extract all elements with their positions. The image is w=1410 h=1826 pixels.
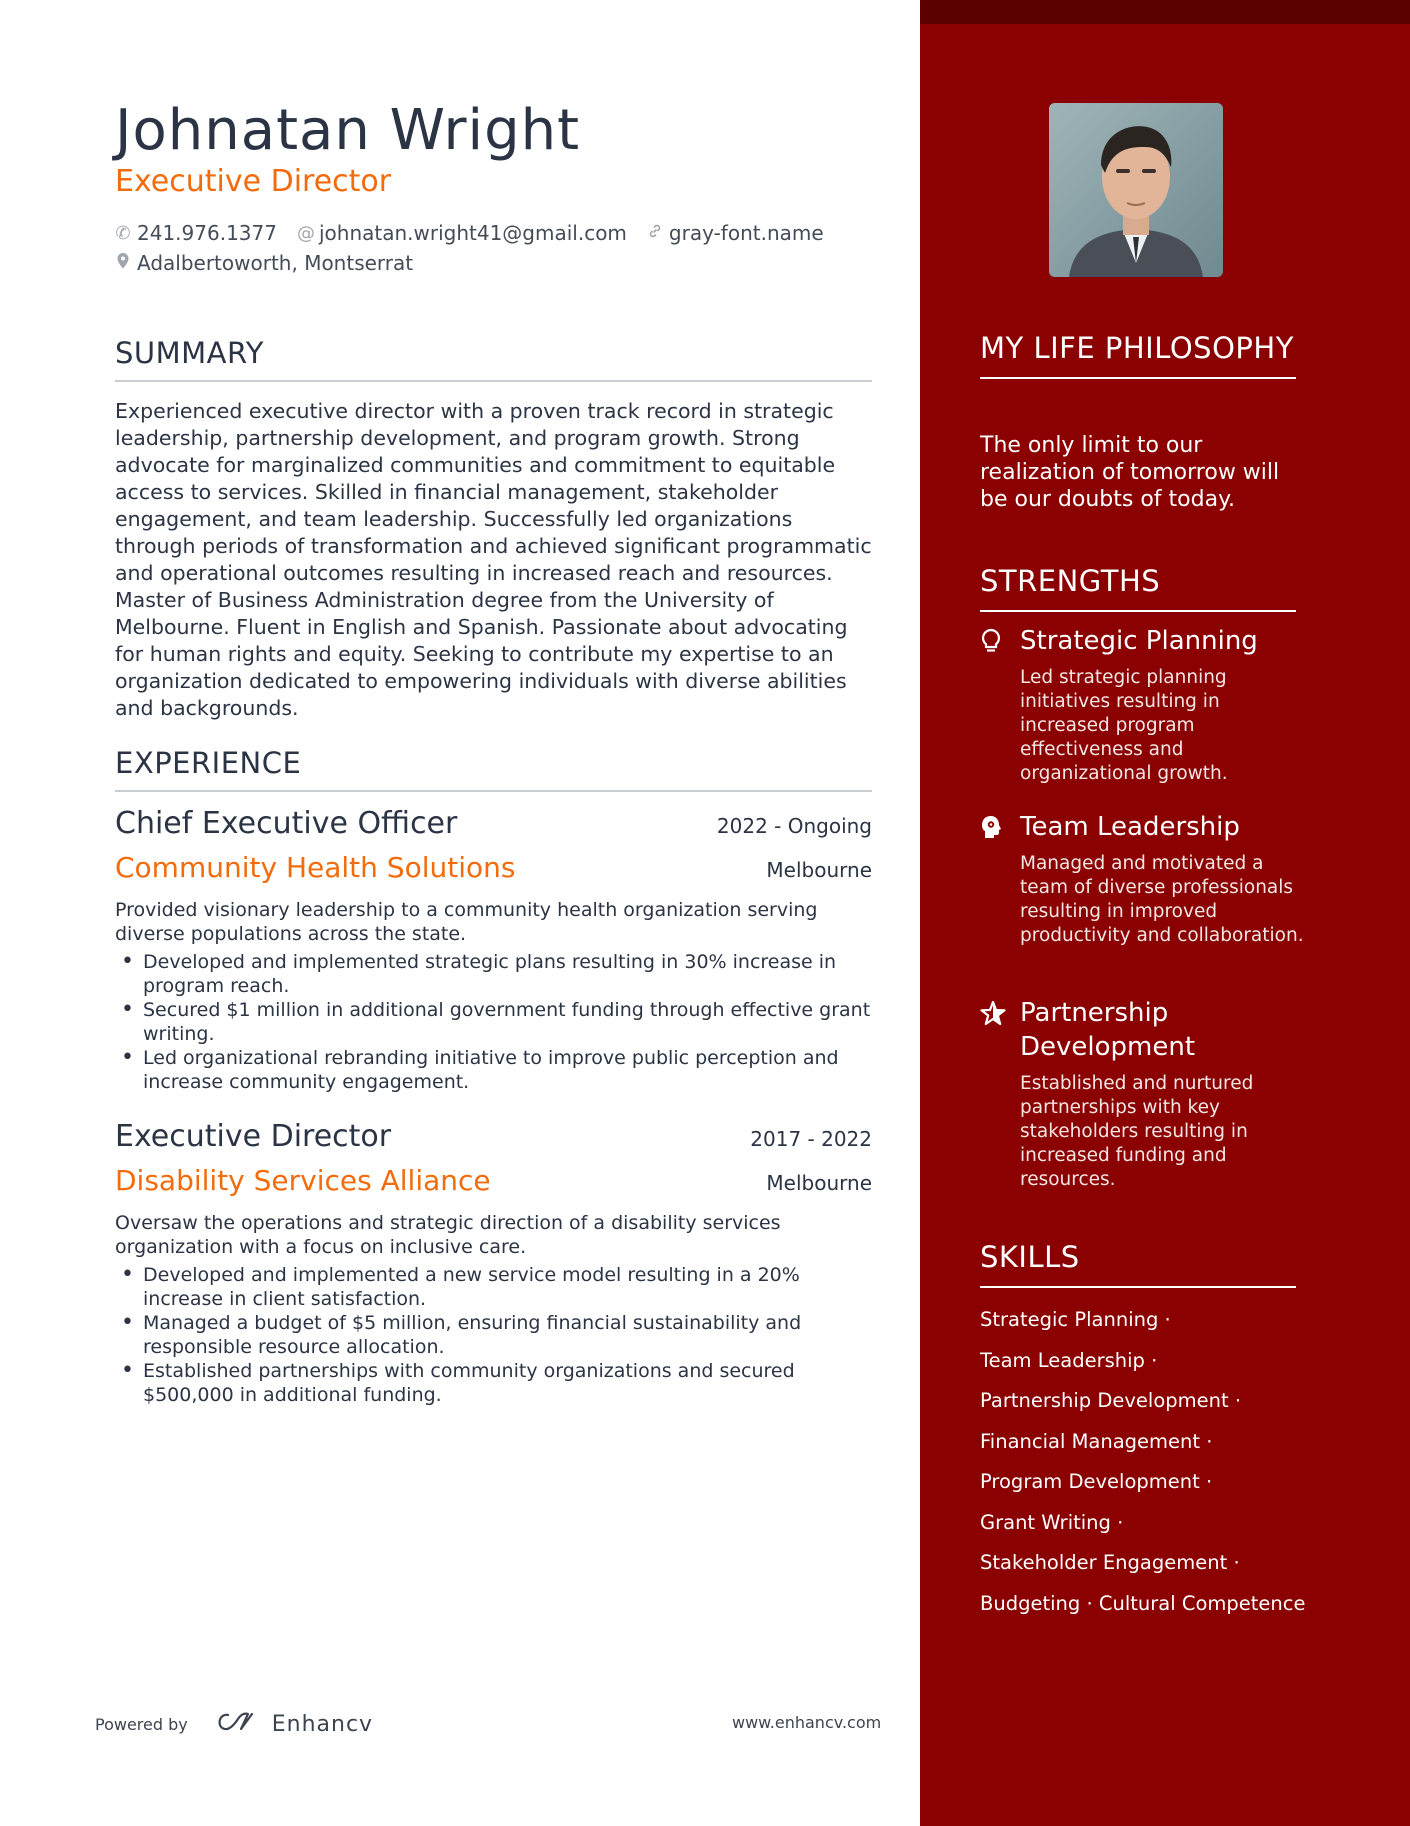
phone-icon: ✆: [115, 222, 131, 244]
head-gear-icon: [980, 810, 1020, 844]
achievement-item: [115, 998, 872, 1046]
job-location: Melbourne: [766, 858, 872, 882]
skill-item: Partnership Development ·: [980, 1389, 1242, 1412]
location-pin-icon: [115, 252, 131, 275]
achievement-text: Secured $1 million in additional government funding through effective grant writing.: [143, 999, 871, 1045]
strengths-heading: STRENGTHS: [980, 563, 1296, 612]
achievement-item: [115, 1311, 872, 1359]
bullet-icon: •: [121, 1262, 134, 1287]
job-description: Provided visionary leadership to a community health organization serving diverse populations across the state.: [115, 899, 818, 945]
bullet-icon: •: [121, 997, 134, 1022]
job-company: Community Health Solutions: [115, 851, 516, 884]
job-company: Disability Services Alliance: [115, 1164, 491, 1197]
job-location: Melbourne: [766, 1171, 872, 1195]
strength-item: [980, 624, 1310, 786]
job-dates: 2022 - Ongoing: [716, 814, 872, 838]
candidate-role: Executive Director: [115, 164, 392, 199]
skill-item: Grant Writing ·: [980, 1510, 1124, 1534]
skill-item: Program Development ·: [980, 1470, 1213, 1493]
website-text: gray-font.name: [668, 221, 824, 245]
experience-entry: [115, 806, 872, 1094]
achievement-item: [115, 1263, 872, 1311]
candidate-name: Johnatan Wright: [115, 98, 581, 163]
experience-entry: [115, 1119, 872, 1407]
job-achievements: [115, 950, 872, 1094]
achievement-item: [115, 950, 872, 998]
skill-item: Stakeholder Engagement ·: [980, 1551, 1240, 1574]
skill-item: Budgeting · Cultural Competence: [980, 1591, 1306, 1615]
strength-title: Team Leadership: [1020, 812, 1240, 842]
strength-description: Established and nurtured partnerships with key stakeholders resulting in increased funding and resources.: [1020, 1073, 1254, 1190]
job-title: Executive Director: [115, 1119, 392, 1154]
achievement-text: Established partnerships with community organizations and secured $500,000 in additional funding.: [143, 1360, 795, 1406]
location-text: Adalbertoworth, Montserrat: [137, 251, 414, 275]
profile-photo: [1049, 103, 1223, 277]
skills-heading: SKILLS: [980, 1239, 1296, 1288]
website-contact[interactable]: [647, 221, 824, 245]
job-description: Oversaw the operations and strategic direction of a disability services organization with a focus on inclusive care.: [115, 1212, 781, 1258]
skill-item: Team Leadership ·: [980, 1348, 1158, 1372]
bullet-icon: •: [121, 949, 134, 974]
skill-item: Strategic Planning ·: [980, 1308, 1171, 1331]
email-text: johnatan.wright41@gmail.com: [318, 221, 627, 245]
footer-website[interactable]: www.enhancv.com: [732, 1713, 882, 1732]
achievement-text: Managed a budget of $5 million, ensuring financial sustainability and responsible resource allocation.: [143, 1312, 802, 1358]
sidebar: [920, 0, 1410, 1826]
job-achievements: [115, 1263, 872, 1407]
link-icon: [647, 223, 663, 244]
strength-title: Partnership Development: [1020, 998, 1196, 1062]
strength-description: Led strategic planning initiatives resulting in increased program effectiveness and organizational growth.: [1020, 667, 1228, 784]
enhancv-logo-icon: [214, 1710, 262, 1738]
achievement-item: [115, 1046, 872, 1094]
strength-item: [980, 810, 1310, 948]
achievement-text: Developed and implemented strategic plans resulting in 30% increase in program reach.: [143, 951, 837, 997]
skill-item: Financial Management ·: [980, 1429, 1213, 1453]
philosophy-quote: The only limit to our realization of tomorrow will be our doubts of today.: [980, 433, 1280, 512]
powered-by-label: Powered by: [95, 1714, 188, 1734]
email-contact[interactable]: [297, 221, 627, 245]
sidebar-top-bar: [920, 0, 1410, 24]
job-dates: 2017 - 2022: [750, 1127, 872, 1151]
star-icon: [980, 996, 1020, 1030]
bullet-icon: •: [121, 1358, 134, 1383]
job-title: Chief Executive Officer: [115, 806, 458, 841]
bullet-icon: •: [121, 1045, 134, 1070]
lightbulb-icon: [980, 624, 1020, 658]
footer-branding: [95, 1710, 373, 1738]
achievement-text: Developed and implemented a new service model resulting in a 20% increase in client satisfaction.: [143, 1264, 800, 1310]
summary-text: Experienced executive director with a proven track record in strategic leadership, partnership development, and program growth. Strong advocate for marginalized communities and commitment to equitable access to services. Skilled in financial management, stakeholder engagement, and team leadership. Successfully led organizations through periods of transformation and achieved significant programmatic and operational outcomes resulting in increased reach and resources. Master of Business Administration degree from the University of Melbourne. Fluent in English and Spanish. Passionate about advocating for human rights and equity. Seeking to contribute my expertise to an organization dedicated to empowering individuals with diverse abilities and backgrounds.: [115, 399, 872, 720]
achievement-item: [115, 1359, 872, 1407]
location-contact: [115, 251, 413, 275]
philosophy-heading: MY LIFE PHILOSOPHY: [980, 330, 1296, 379]
bullet-icon: •: [121, 1310, 134, 1335]
experience-heading: EXPERIENCE: [115, 746, 872, 792]
phone-contact[interactable]: [115, 221, 277, 245]
summary-heading: SUMMARY: [115, 336, 872, 382]
brand-name: Enhancv: [271, 1711, 374, 1737]
strength-title: Strategic Planning: [1020, 626, 1258, 656]
strength-description: Managed and motivated a team of diverse professionals resulting in improved productivity and collaboration.: [1020, 853, 1304, 946]
achievement-text: Led organizational rebranding initiative to improve public perception and increase community engagement.: [143, 1047, 839, 1093]
strength-item: [980, 996, 1310, 1192]
phone-text: 241.976.1377: [137, 221, 277, 245]
at-icon: @: [296, 222, 315, 244]
contact-info: [115, 218, 875, 278]
skills-list: [980, 1300, 1310, 1624]
